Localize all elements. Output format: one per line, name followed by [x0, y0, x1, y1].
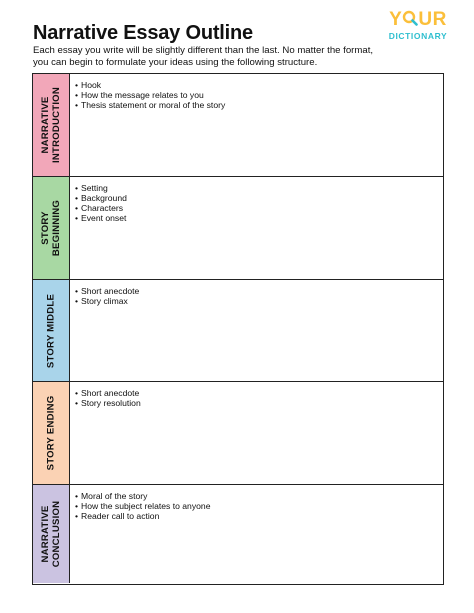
section-items	[75, 491, 210, 521]
list-item: • How the subject relates to anyone	[75, 501, 210, 511]
outline-row-conclusion	[33, 484, 443, 583]
section-items	[75, 388, 141, 408]
list-item: • Setting	[75, 183, 127, 193]
list-item: • Thesis statement or moral of the story	[75, 100, 225, 110]
list-item: • Short anecdote	[75, 388, 141, 398]
list-item: • Story climax	[75, 296, 139, 306]
section-label: NARRATIVE CONCLUSION	[40, 500, 62, 568]
outline-row-ending	[33, 381, 443, 484]
page-title: Narrative Essay Outline	[33, 22, 253, 44]
brand-logo[interactable]	[383, 9, 453, 41]
outline-row-beginning	[33, 176, 443, 279]
list-item: • Event onset	[75, 213, 127, 223]
magnifier-icon	[402, 10, 418, 26]
section-label-cell	[33, 485, 70, 583]
section-label: STORY BEGINNING	[40, 199, 62, 257]
section-items	[75, 183, 127, 223]
section-label-cell	[33, 177, 70, 279]
list-item: • Hook	[75, 80, 225, 90]
page-subtitle: Each essay you write will be slightly different than the last. No matter the format, you can begin to formulate your ideas using the following structure.	[33, 45, 374, 68]
section-label-cell	[33, 280, 70, 381]
section-items	[75, 80, 225, 110]
section-label: STORY MIDDLE	[45, 293, 57, 368]
logo-wordmark-bottom: DICTIONARY	[388, 31, 448, 41]
logo-y: Y	[389, 9, 403, 30]
list-item: • Story resolution	[75, 398, 141, 408]
section-items	[75, 286, 139, 306]
list-item: • Background	[75, 193, 127, 203]
outline-row-middle	[33, 279, 443, 381]
outline-table	[32, 73, 444, 585]
list-item: • Characters	[75, 203, 127, 213]
logo-wordmark-top	[383, 9, 453, 31]
list-item: • Moral of the story	[75, 491, 210, 501]
list-item: • How the message relates to you	[75, 90, 225, 100]
outline-row-introduction	[33, 74, 443, 176]
section-label: STORY ENDING	[45, 395, 57, 471]
list-item: • Reader call to action	[75, 511, 210, 521]
logo-ur: UR	[418, 9, 447, 30]
section-label-cell	[33, 382, 70, 484]
section-label: NARRATIVE INTRODUCTION	[40, 87, 62, 163]
section-label-cell	[33, 74, 70, 176]
list-item: • Short anecdote	[75, 286, 139, 296]
